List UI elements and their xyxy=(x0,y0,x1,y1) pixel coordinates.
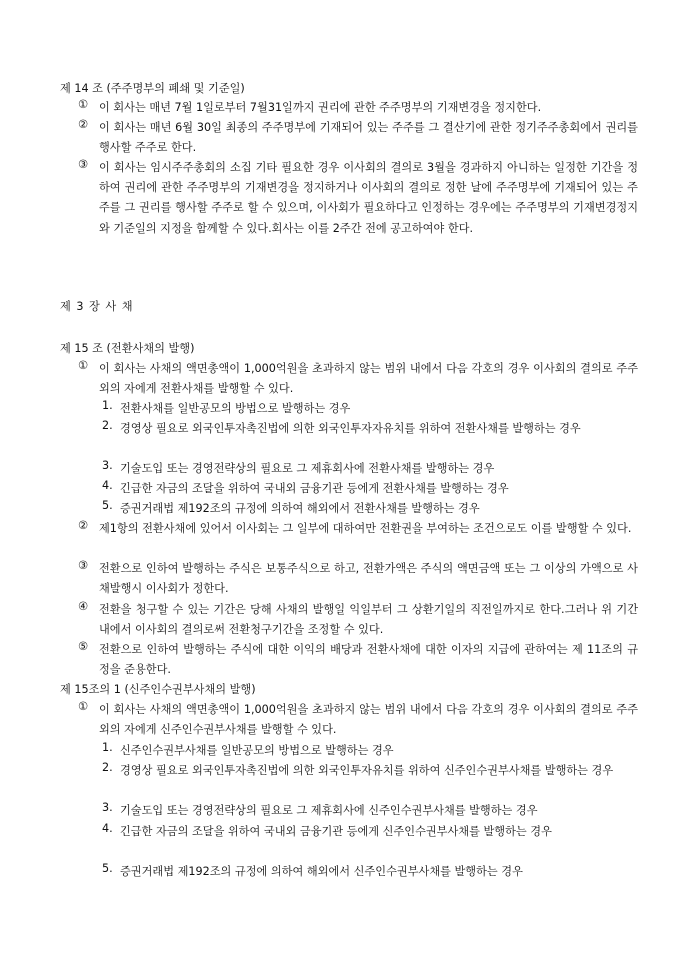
article-14-paragraph-1 xyxy=(78,98,638,118)
article-15-item-1 xyxy=(102,399,638,419)
article-15-paragraph-3 xyxy=(78,559,638,599)
paragraph-number: ⑤ xyxy=(78,640,89,653)
item-number: 1. xyxy=(102,741,113,754)
item-text: 증권거래법 제192조의 규정에 의하여 해외에서 전환사채를 발행하는 경우 xyxy=(120,502,480,515)
item-text: 기술도입 또는 경영전략상의 필요로 그 제휴회사에 신주인수권부사채를 발행하는 경우 xyxy=(120,804,538,817)
paragraph-text: 전환으로 인하여 발행하는 주식은 보통주식으로 하고, 전환가액은 주식의 액면금액 또는 그 이상의 가액으로 사채발행시 이사회가 정한다. xyxy=(99,562,638,596)
paragraph-number: ① xyxy=(78,700,89,713)
item-number: 5. xyxy=(102,499,113,512)
article-15-1-item-5 xyxy=(102,862,638,882)
item-text: 경영상 필요로 외국인투자촉진법에 의한 외국인투자자유치를 위하여 전환사채를 발행하는 경우 xyxy=(120,422,581,435)
item-number: 2. xyxy=(102,419,113,432)
article-15-1-item-3 xyxy=(102,801,638,821)
paragraph-text: 전환을 청구할 수 있는 기간은 당해 사채의 발행일 익일부터 그 상환기일의 직전일까지로 한다.그러나 위 기간 내에서 이사회의 결의로써 전환청구기간을 조정할 수 있다. xyxy=(99,603,638,637)
item-number: 1. xyxy=(102,399,113,412)
chapter-3-title: 제 3 장 사 채 xyxy=(60,300,134,313)
item-text: 긴급한 자금의 조달을 위하여 국내외 금융기관 등에게 전환사채를 발행하는 경우 xyxy=(120,482,509,495)
paragraph-text: 제1항의 전환사채에 있어서 이사회는 그 일부에 대하여만 전환권을 부여하는 조건으로도 이를 발행할 수 있다. xyxy=(99,522,632,535)
article-15-item-5 xyxy=(102,499,638,519)
paragraph-number: ② xyxy=(78,519,89,532)
article-15-1-item-2 xyxy=(102,761,638,781)
article-14-paragraph-3 xyxy=(78,158,638,239)
article-15-1-item-1 xyxy=(102,741,638,761)
article-14-paragraph-2 xyxy=(78,118,638,158)
paragraph-number: ③ xyxy=(78,559,89,572)
item-number: 4. xyxy=(102,479,113,492)
article-15-item-3 xyxy=(102,459,638,479)
article-15-item-2 xyxy=(102,419,638,439)
paragraph-number: ④ xyxy=(78,600,89,613)
article-15-1-heading: 제 15조의 1 (신주인수권부사채의 발행) xyxy=(60,683,256,696)
article-15-paragraph-2 xyxy=(78,519,638,539)
paragraph-number: ① xyxy=(78,98,89,111)
item-text: 전환사채를 일반공모의 방법으로 발행하는 경우 xyxy=(120,402,351,415)
paragraph-text: 이 회사는 임시주주총회의 소집 기타 필요한 경우 이사회의 결의로 3월을 경과하지 아니하는 일정한 기간을 정하여 권리에 관한 주주명부의 기재변경을 정지하거나 이사회의 결의로 정한 날에 주주명부에 기재되어 있는 주주를 그 권리를 행사할 주주로 할 수 있으며, 이사회가 필요하다고 인정하는 경우에는 주주명부의 기재변경정지와 기준일의 지정을 함께할 수 있다.회사는 이를 2주간 전에 공고하여야 한다. xyxy=(99,161,638,235)
paragraph-text: 이 회사는 사채의 액면총액이 1,000억원을 초과하지 않는 범위 내에서 다음 각호의 경우 이사회의 결의로 주주 외의 자에게 전환사채를 발행할 수 있다. xyxy=(99,362,638,396)
article-15-paragraph-5 xyxy=(78,640,638,680)
item-text: 기술도입 또는 경영전략상의 필요로 그 제휴회사에 전환사채를 발행하는 경우 xyxy=(120,462,495,475)
paragraph-text: 이 회사는 사채의 액면총액이 1,000억원을 초과하지 않는 범위 내에서 다음 각호의 경우 이사회의 결의로 주주 외의 자에게 신주인수권부사채를 발행할 수 있다. xyxy=(99,703,638,737)
item-text: 증권거래법 제192조의 규정에 의하여 해외에서 신주인수권부사채를 발행하는 경우 xyxy=(120,865,523,878)
item-number: 2. xyxy=(102,761,113,774)
article-15-paragraph-4 xyxy=(78,600,638,640)
paragraph-number: ① xyxy=(78,359,89,372)
item-number: 3. xyxy=(102,459,113,472)
item-text: 신주인수권부사채를 일반공모의 방법으로 발행하는 경우 xyxy=(120,744,394,757)
item-text: 긴급한 자금의 조달을 위하여 국내외 금융기관 등에게 신주인수권부사채를 발행하는 경우 xyxy=(120,825,552,838)
article-15-1-paragraph-1 xyxy=(78,700,638,740)
item-number: 5. xyxy=(102,862,113,875)
paragraph-number: ② xyxy=(78,118,89,131)
item-text: 경영상 필요로 외국인투자촉진법에 의한 외국인투자유치를 위하여 신주인수권부사채를 발행하는 경우 xyxy=(120,764,614,777)
article-15-paragraph-1 xyxy=(78,359,638,399)
paragraph-number: ③ xyxy=(78,158,89,171)
item-number: 4. xyxy=(102,822,113,835)
item-number: 3. xyxy=(102,801,113,814)
article-15-1-item-4 xyxy=(102,822,638,842)
paragraph-text: 이 회사는 매년 7월 1일로부터 7월31일까지 권리에 관한 주주명부의 기재변경을 정지한다. xyxy=(99,101,542,114)
paragraph-text: 전환으로 인하여 발행하는 주식에 대한 이익의 배당과 전환사채에 대한 이자의 지급에 관하여는 제 11조의 규정을 준용한다. xyxy=(99,643,638,677)
paragraph-text: 이 회사는 매년 6월 30일 최종의 주주명부에 기재되어 있는 주주를 그 결산기에 관한 정기주주총회에서 권리를 행사할 주주로 한다. xyxy=(99,121,638,155)
article-15-item-4 xyxy=(102,479,638,499)
article-14-heading: 제 14 조 (주주명부의 폐쇄 및 기준일) xyxy=(60,82,245,95)
article-15-heading: 제 15 조 (전환사채의 발행) xyxy=(60,342,195,355)
